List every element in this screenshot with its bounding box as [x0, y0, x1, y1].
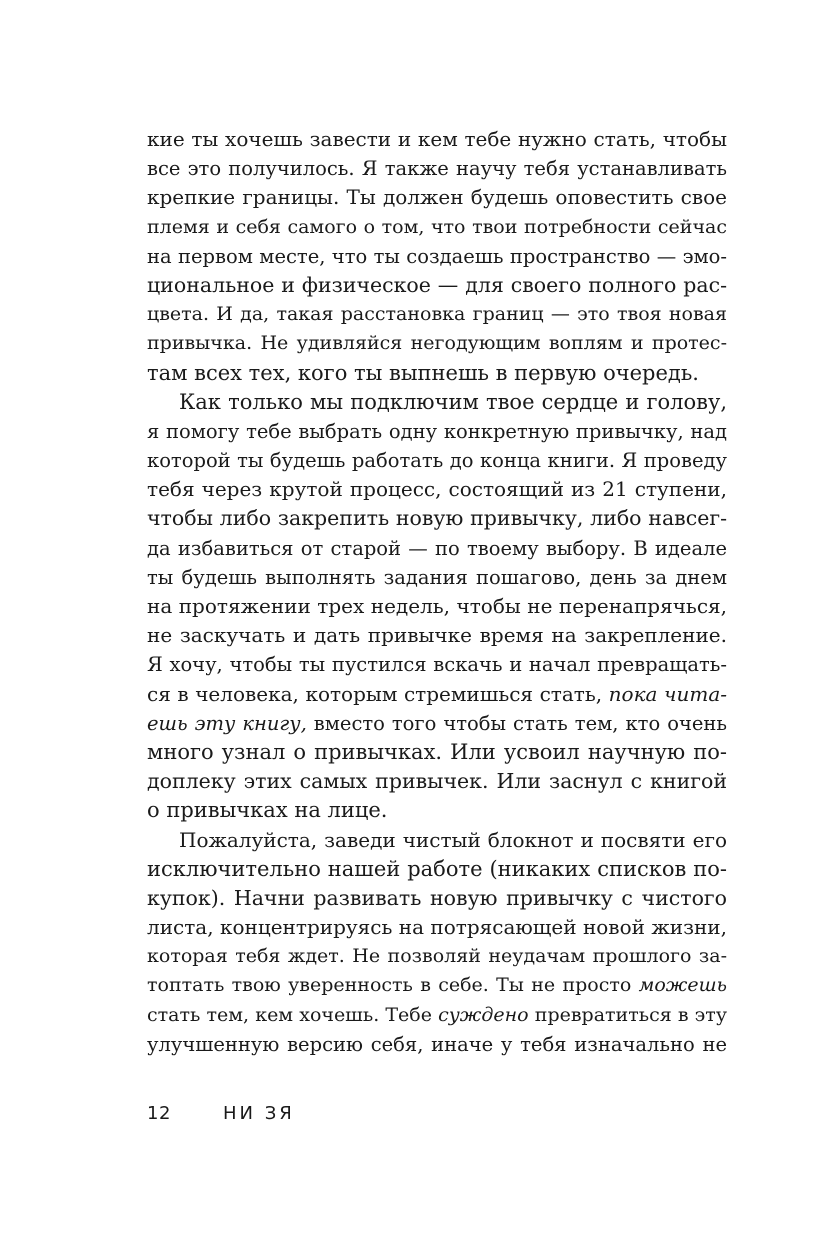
body-text: [147, 125, 727, 1059]
text-line: кие ты хочешь завести и кем тебе нужно стать, чтобы: [147, 127, 727, 151]
text-line: крепкие границы. Ты должен будешь оповестить свое: [147, 185, 727, 210]
text-line: там всех тех, кого ты выпнешь в первую очередь.: [147, 360, 699, 385]
text-line: племя и себя самого о том, что твои потребности сейчас: [147, 215, 727, 238]
text-line: топтать твою уверенность в себе. Ты не просто можешь: [147, 974, 727, 997]
italic-phrase: пока чита-: [608, 681, 727, 706]
text-line: я помогу тебе выбрать одну конкретную привычку, над: [147, 419, 727, 443]
text-line: на первом месте, что ты создаешь пространство — эмо-: [147, 244, 727, 268]
text-line: на протяжении трех недель, чтобы не перенапрячься,: [147, 594, 727, 618]
text-line: Как только мы подключим твое сердце и голову,: [179, 389, 727, 414]
italic-phrase: ешь эту книгу,: [147, 711, 307, 735]
text-line: все это получилось. Я также научу тебя устанавливать: [147, 157, 727, 181]
text-line: листа, концентрируясь на потрясающей новой жизни,: [147, 915, 727, 940]
page-number: 12: [147, 1103, 171, 1124]
text-line: ты будешь выполнять задания пошагово, день за днем: [147, 565, 727, 589]
text-line: Я хочу, чтобы ты пустился вскачь и начал превращать-: [147, 653, 727, 677]
text-line: которой ты будешь работать до конца книги. Я проведу: [147, 449, 727, 473]
text-line: циональное и физическое — для своего полного рас-: [147, 272, 727, 297]
text-line: ся в человека, которым стремишься стать, пока чита-: [147, 681, 727, 706]
text-line: которая тебя ждет. Не позволяй неудачам прошлого за-: [147, 945, 727, 968]
text-line: привычка. Не удивляйся негодующим воплям и протес-: [147, 332, 727, 355]
text-line: исключительно нашей работе (никаких списков по-: [147, 856, 727, 881]
text-line: улучшенную версию себя, иначе у тебя изначально не: [147, 1032, 727, 1056]
paragraph-3: [147, 826, 727, 1060]
text-line: Пожалуйста, заведи чистый блокнот и посвяти его: [179, 827, 727, 852]
paragraph-1: [147, 125, 727, 388]
text-line: не заскучать и дать привычке время на закрепление.: [147, 623, 727, 648]
italic-phrase: можешь: [638, 974, 727, 997]
text-line: о привычках на лице.: [147, 798, 388, 823]
text-line: цвета. И да, такая расстановка границ — это твоя новая: [147, 303, 727, 326]
text-line: ешь эту книгу, вместо того чтобы стать тем, кто очень: [147, 711, 727, 735]
running-title: НИ ЗЯ: [223, 1103, 295, 1124]
text-line: да избавиться от старой — по твоему выбору. В идеале: [147, 536, 727, 560]
paragraph-2: [147, 388, 727, 826]
text-line: стать тем, кем хочешь. Тебе суждено превратиться в эту: [147, 1003, 727, 1026]
text-line: чтобы либо закрепить новую привычку, либо навсег-: [147, 506, 727, 531]
text-line: много узнал о привычках. Или усвоил научную по-: [147, 739, 727, 764]
text-line: тебя через крутой процесс, состоящий из 21 ступени,: [147, 477, 727, 502]
text-line: купок). Начни развивать новую привычку с чистого: [147, 885, 727, 910]
text-line: доплеку этих самых привычек. Или заснул с книгой: [147, 769, 727, 794]
italic-phrase: суждено: [438, 1003, 529, 1026]
